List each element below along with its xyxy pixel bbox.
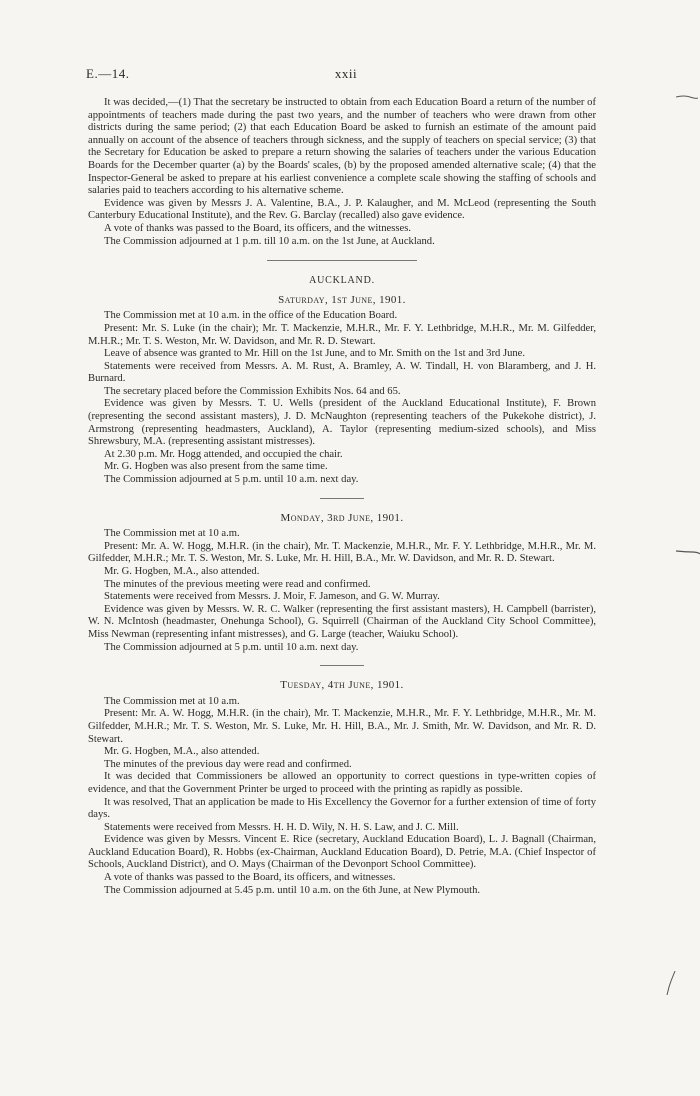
meeting-paragraph: Statements were received from Messrs. J. Moir, F. Jameson, and G. W. Murray. [104,591,440,603]
margin-mark [676,94,698,100]
meeting-paragraph: Present: Mr. S. Luke (in the chair); Mr. T. Mackenzie, M.H.R., Mr. F. Y. Lethbridge, M.H.R., Mr. M. Gilfedder, M.H.R.; Mr. T. S. Weston, Mr. W. Davidson, and Mr. R. D. Stewart. [88,322,596,347]
meeting-paragraph: Present: Mr. A. W. Hogg, M.H.R. (in the chair), Mr. T. Mackenzie, M.H.R., Mr. F. Y. Lethbridge, M.H.R., Mr. M. Gilfedder, M.H.R.; Mr. T. S. Weston, Mr. S. Luke, Mr. H. Hill, B.A., Mr. J. Smith, Mr. W. Davidson, and Mr. R. D. Stewart. [88,708,596,745]
meeting-paragraph: Mr. G. Hogben, M.A., also attended. [104,566,260,577]
meeting-paragraph: The Commission adjourned at 5.45 p.m. until 10 a.m. on the 6th June, at New Plymouth. [104,884,481,896]
document-reference: E.—14. [86,66,130,81]
meeting-paragraph: Leave of absence was granted to Mr. Hill on the 1st June, and to Mr. Smith on the 1st and 3rd June. [104,348,526,360]
meeting-paragraph: Evidence was given by Messrs. T. U. Wells (president of the Auckland Educational Institute), F. Brown (representing the second assistant masters), J. D. McNaughton (representing teachers of the Pukekohe district), J. Armstrong (representing headmasters, Auckland), A. Taylor (representing medium-sized schools), and Miss Shrewsbury, M.A. (representing assistant mistresses). [88,398,596,448]
meeting-paragraph: Present: Mr. A. W. Hogg, M.H.R. (in the chair), Mr. T. Mackenzie, M.H.R., Mr. F. Y. Lethbridge, M.H.R., Mr. M. Gilfedder, M.H.R.; Mr. T. S. Weston, Mr. S. Luke, Mr. H. Hill, B.A., Mr. W. Davidson, and Mr. R. D. Stewart. [88,540,596,565]
page-number: xxii [334,66,358,81]
meeting-date: Tuesday, 4th June, 1901. [280,679,404,692]
meeting-paragraph: It was decided that Commissioners be allowed an opportunity to correct questions in type-written copies of evidence, and that the Government Printer be urged to proceed with the printing as rapidly as possible. [88,771,596,795]
intro-paragraph: It was decided,—(1) That the secretary be instructed to obtain from each Education Board a return of the number of appointments of teachers made during the past two years, and the number of teachers who were drawn from other districts during the same period; (2) that each Education Board be asked to furnish an estimate of the amount paid annually on account of the absence of teachers through sickness, and the supply of teachers on special service; (3) that the Secretary for Education be asked to prepare a return showing the salaries of teachers under the various Education Boards for the December quarter (a) by the Boards' scales, (b) by the proposed amended alternative scale; (4) that the Inspector-General be asked to prepare at his earliest convenience a complete scale showing the staffing of schools and salaries paid to teachers according to his alternative scheme. [88,97,596,197]
meeting-paragraph: Evidence was given by Messrs. Vincent E. Rice (secretary, Auckland Education Board), L. J. Bagnall (Chairman, Auckland Education Board), R. Hobbs (ex-Chairman, Auckland Education Board), D. Petrie, M.A. (Chief Inspector of Schools, Auckland District), and O. Mays (Chairman of the Devonport School Committee). [88,834,596,871]
intro-paragraph: A vote of thanks was passed to the Board, its officers, and the witnesses. [104,222,411,234]
meeting-paragraph: Statements were received from Messrs. H. H. D. Wily, N. H. S. Law, and J. C. Mill. [104,821,459,833]
meeting-paragraph: Evidence was given by Messrs. W. R. C. Walker (representing the first assistant masters), H. Campbell (barrister), W. N. McIntosh (headmaster, Onehunga School), G. Squirrell (Chairman of the Auckland City School Committee), Miss Newman (representing infant mistresses), and G. Large (teacher, Waiuku School). [88,603,596,640]
meeting-date: Saturday, 1st June, 1901. [278,293,406,306]
meeting-paragraph: The Commission met at 10 a.m. [104,528,240,540]
meeting-paragraph: A vote of thanks was passed to the Board, its officers, and witnesses. [104,872,396,884]
meeting-divider [320,665,364,666]
meeting-paragraph: The Commission adjourned at 5 p.m. until 10 a.m. next day. [104,641,359,653]
meeting-paragraph: Statements were received from Messrs. A. M. Rust, A. Bramley, A. W. Tindall, H. von Blaramberg, and J. H. Burnard. [88,360,596,385]
intro-paragraph: Evidence was given by Messrs J. A. Valentine, B.A., J. P. Kalaugher, and M. McLeod (representing the South Canterbury Educational Institute), and the Rev. G. Barclay (recalled) also gave evidence. [88,197,596,222]
section-divider [267,260,417,261]
meeting-paragraph: Mr. G. Hogben was also present from the same time. [104,461,328,473]
meeting-paragraph: The Commission adjourned at 5 p.m. until 10 a.m. next day. [104,474,359,486]
margin-mark [665,971,677,995]
meeting-divider [320,498,364,499]
meeting-paragraph: The Commission met at 10 a.m. in the office of the Education Board. [104,310,398,322]
meeting-paragraph: Mr. G. Hogben, M.A., also attended. [104,746,260,758]
meeting-date: Monday, 3rd June, 1901. [280,511,404,524]
intro-paragraph: The Commission adjourned at 1 p.m. till 10 a.m. on the 1st June, at Auckland. [104,235,435,247]
meeting-paragraph: The secretary placed before the Commission Exhibits Nos. 64 and 65. [104,385,401,397]
meeting-paragraph: At 2.30 p.m. Mr. Hogg attended, and occupied the chair. [104,448,343,460]
margin-mark [676,549,700,555]
document-body [88,97,596,897]
section-title: AUCKLAND. [309,275,375,287]
meeting-paragraph: It was resolved, That an application be made to His Excellency the Governor for a further extension of time of forty days. [88,796,596,821]
meeting-paragraph: The Commission met at 10 a.m. [104,695,240,707]
meeting-paragraph: The minutes of the previous day were read and confirmed. [104,758,352,770]
meeting-paragraph: The minutes of the previous meeting were read and confirmed. [104,578,371,590]
